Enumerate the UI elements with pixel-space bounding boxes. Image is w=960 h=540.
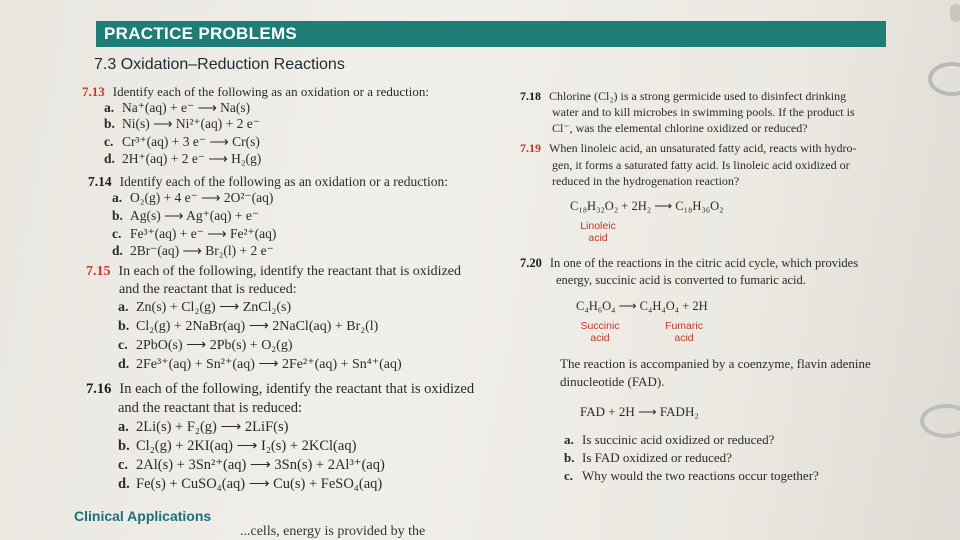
item-7-15-c: c. 2PbO(s) ⟶ 2Pb(s) + O₂(g): [118, 338, 293, 353]
problem-7-20-text2-line2: dinucleotide (FAD).: [560, 374, 665, 389]
linoleic-equation: C₁₈H₃₂O₂ + 2H₂ ⟶ C₁₈H₃₆O₂: [570, 199, 724, 213]
item-7-15-d: d. 2Fe³⁺(aq) + Sn²⁺(aq) ⟶ 2Fe²⁺(aq) + Sn⁴⁺(aq): [118, 357, 402, 372]
succinic-acid-label: Succinic acid: [580, 320, 620, 344]
problem-7-16-line2: and the reactant that is reduced:: [118, 400, 302, 416]
question-7-20-c: c. Why would the two reactions occur together?: [564, 468, 819, 483]
linoleic-acid-label: Linoleic acid: [580, 220, 616, 244]
item-7-13-d: d. 2H⁺(aq) + 2 e⁻ ⟶ H₂(g): [104, 151, 262, 166]
problem-7-19-line2: gen, it forms a saturated fatty acid. Is linoleic acid oxidized or: [552, 158, 850, 172]
item-7-15-b: b. Cl₂(g) + 2NaBr(aq) ⟶ 2NaCl(aq) + Br₂(l): [118, 319, 379, 334]
problem-7-15: 7.15 In each of the following, identify the reactant that is oxidized: [86, 264, 461, 279]
problem-7-19: 7.19 When linoleic acid, an unsaturated fatty acid, reacts with hydro-: [520, 141, 857, 155]
section-title: 7.3 Oxidation–Reduction Reactions: [94, 56, 345, 73]
problem-7-18: 7.18 Chlorine (Cl₂) is a strong germicide used to disinfect drinking: [520, 89, 847, 103]
item-7-14-c: c. Fe³⁺(aq) + e⁻ ⟶ Fe²⁺(aq): [112, 226, 277, 241]
problem-7-18-line2: water and to kill microbes in swimming pools. If the product is: [552, 105, 855, 119]
problem-7-19-line3: reduced in the hydrogenation reaction?: [552, 174, 740, 188]
succinic-equation: C₄H₆O₄ ⟶ C₄H₄O₄ + 2H: [576, 299, 708, 313]
problem-7-18-line3: Cl⁻, was the elemental chlorine oxidized or reduced?: [552, 121, 808, 135]
banner-title: PRACTICE PROBLEMS: [104, 24, 298, 43]
problem-7-15-line2: and the reactant that is reduced:: [119, 282, 297, 297]
item-7-15-a: a. Zn(s) + Cl₂(g) ⟶ ZnCl₂(s): [118, 300, 292, 315]
binder-hole-icon: [950, 4, 960, 22]
bottom-cutoff-text: ...cells, energy is provided by the: [240, 524, 426, 539]
binder-ring-icon: [920, 404, 960, 438]
item-7-16-a: a. 2Li(s) + F₂(g) ⟶ 2LiF(s): [118, 419, 289, 435]
binder-ring-icon: [928, 62, 960, 96]
item-7-13-c: c. Cr³⁺(aq) + 3 e⁻ ⟶ Cr(s): [104, 134, 260, 149]
item-7-16-b: b. Cl₂(g) + 2KI(aq) ⟶ I₂(s) + 2KCl(aq): [118, 438, 357, 454]
problem-7-20-line2: energy, succinic acid is converted to fumaric acid.: [556, 273, 806, 287]
fumaric-acid-label: Fumaric acid: [665, 320, 703, 344]
problem-7-13: 7.13 Identify each of the following as an oxidation or a reduction:: [82, 84, 429, 99]
item-7-13-a: a. Na⁺(aq) + e⁻ ⟶ Na(s): [104, 100, 251, 115]
item-7-14-b: b. Ag(s) ⟶ Ag⁺(aq) + e⁻: [112, 208, 259, 223]
question-7-20-b: b. Is FAD oxidized or reduced?: [564, 450, 732, 465]
item-7-13-b: b. Ni(s) ⟶ Ni²⁺(aq) + 2 e⁻: [104, 116, 260, 131]
clinical-applications-heading: Clinical Applications: [74, 508, 212, 524]
problem-7-20-text2: The reaction is accompanied by a coenzyme, flavin adenine: [560, 356, 871, 371]
fad-equation: FAD + 2H ⟶ FADH₂: [580, 404, 699, 419]
question-7-20-a: a. Is succinic acid oxidized or reduced?: [564, 432, 775, 447]
problem-7-14: 7.14 Identify each of the following as an oxidation or a reduction:: [88, 174, 449, 189]
item-7-14-d: d. 2Br⁻(aq) ⟶ Br₂(l) + 2 e⁻: [112, 243, 274, 258]
problem-7-16: 7.16 In each of the following, identify the reactant that is oxidized: [86, 381, 475, 397]
item-7-16-d: d. Fe(s) + CuSO₄(aq) ⟶ Cu(s) + FeSO₄(aq): [118, 476, 383, 492]
problem-7-20: 7.20 In one of the reactions in the citric acid cycle, which provides: [520, 256, 859, 270]
item-7-14-a: a. O₂(g) + 4 e⁻ ⟶ 2O²⁻(aq): [112, 190, 274, 205]
item-7-16-c: c. 2Al(s) + 3Sn²⁺(aq) ⟶ 3Sn(s) + 2Al³⁺(aq): [118, 457, 385, 473]
